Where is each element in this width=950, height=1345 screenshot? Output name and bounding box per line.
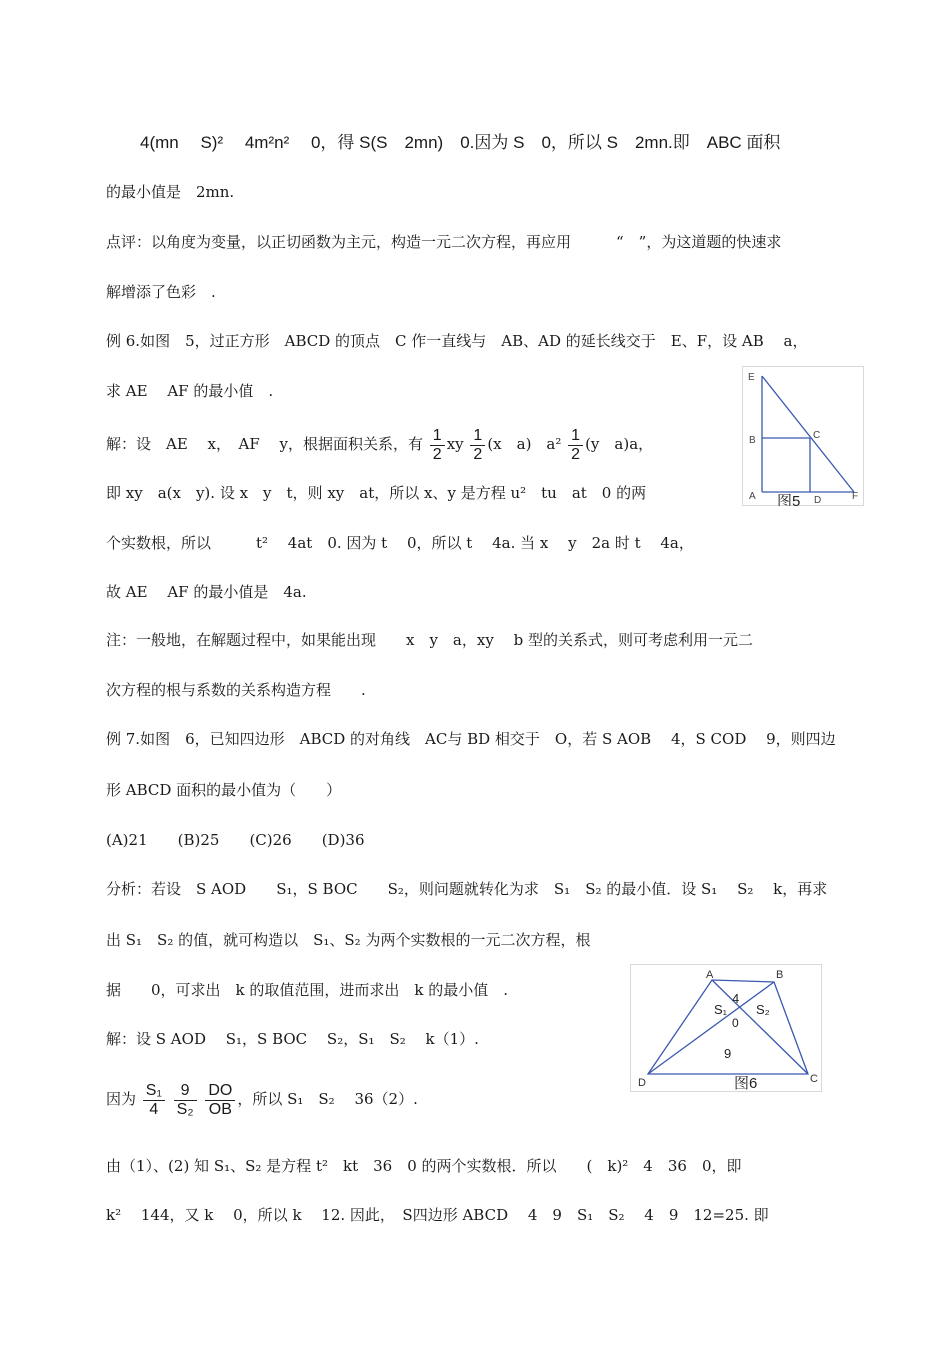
- text-line-11: 注：一般地，在解题过程中，如果能出现 x y a，xy b 型的关系式，则可考虑利用一元二: [106, 631, 753, 649]
- text-line-15: (A)21 (B)25 (C)26 (D)36: [106, 831, 365, 849]
- label-a: A: [749, 491, 756, 502]
- line-ef: [762, 376, 854, 492]
- label-b: B: [776, 969, 784, 981]
- label-s2: S₂: [756, 1002, 770, 1017]
- text-line-19: 解：设 S AOD S₁，S BOC S₂，S₁ S₂ k（1）.: [106, 1030, 479, 1048]
- line-7-intro: 解：设 AE x， AF y，根据面积关系，有: [106, 435, 423, 453]
- label-c: C: [813, 430, 821, 441]
- label-a: A: [706, 969, 714, 981]
- fraction-9-over-s2: $\frac{9}{\text{S₂}}$: [174, 1082, 197, 1119]
- figure-5-diagram: [742, 366, 864, 506]
- text-line-13: 例 7.如图 6，已知四边形 ABCD 的对角线 AC与 BD 相交于 O，若 S AOB 4，S COD 9，则四边: [106, 730, 836, 748]
- text-line-7: [106, 424, 653, 464]
- figure-5-caption: 图5: [777, 493, 801, 506]
- label-area-9: 9: [724, 1046, 732, 1061]
- text-line-18: 据 0，可求出 k 的取值范围，进而求出 k 的最小值 .: [106, 981, 509, 999]
- text-line-9: 个实数根，所以 t² 4at 0. 因为 t 0，所以 t 4a. 当 x y 2a 时 t 4a，: [106, 534, 694, 552]
- text-line-2: 的最小值是 2mn.: [106, 183, 235, 201]
- label-e: E: [748, 372, 755, 383]
- label-b: B: [749, 435, 756, 446]
- label-area-4: 4: [732, 991, 740, 1006]
- text-line-1: 4(mn S)² 4m²n² 0，得 S(S 2mn) 0.因为 S 0，所以 S 2mn.即 ABC 面积: [140, 133, 781, 152]
- label-d: D: [638, 1077, 646, 1089]
- fraction-one-half-1: $\frac{1}{2}$: [430, 427, 445, 464]
- text-line-8: 即 xy a(x y). 设 x y t，则 xy at，所以 x、y 是方程 u² tu at 0 的两: [106, 484, 647, 502]
- label-o: 0: [732, 1016, 739, 1030]
- line-7-xy: xy: [446, 435, 464, 453]
- text-line-17: 出 S₁ S₂ 的值，就可构造以 S₁、S₂ 为两个实数根的一元二次方程，根: [106, 931, 591, 949]
- text-line-21: 由（1）、(2) 知 S₁、S₂ 是方程 t² kt 36 0 的两个实数根．所以 ( k)² 4 36 0，即: [106, 1157, 742, 1175]
- label-c: C: [810, 1073, 818, 1085]
- fraction-s1-over-4: $\frac{\text{S₁}}{4}$: [143, 1082, 165, 1119]
- figure-6-caption: 图6: [734, 1075, 758, 1092]
- text-line-5: 例 6.如图 5，过正方形 ABCD 的顶点 C 作一直线与 AB、AD 的延长线交于 E、F，设 AB a，: [106, 332, 808, 350]
- text-line-22: k² 144，又 k 0，所以 k 12. 因此， S四边形 ABCD 4 9 S₁ S₂ 4 9 12=25. 即: [106, 1206, 769, 1224]
- text-line-10: 故 AE AF 的最小值是 4a.: [106, 583, 307, 601]
- label-f: F: [852, 491, 859, 502]
- fraction-do-over-ob: $\frac{DO}{OB}$: [205, 1082, 235, 1119]
- text-line-16: 分析：若设 S AOD S₁，S BOC S₂，则问题就转化为求 S₁ S₂ 的最小值．设 S₁ S₂ k，再求: [106, 880, 828, 898]
- line-7-end: (y a)a，: [585, 435, 654, 453]
- figure-6-frame: [631, 965, 822, 1092]
- text-line-20: [106, 1077, 418, 1121]
- figure-5: [742, 366, 864, 506]
- figure-6-diagram: [630, 964, 822, 1092]
- fraction-one-half-3: $\frac{1}{2}$: [568, 427, 583, 464]
- line-7-mid: (x a) a²: [487, 435, 562, 453]
- text-line-6: 求 AE AF 的最小值 .: [106, 382, 274, 400]
- text-line-4: 解增添了色彩 .: [106, 283, 216, 301]
- line-20-end: ，所以 S₁ S₂ 36（2）.: [237, 1090, 418, 1108]
- label-s1: S₁: [714, 1002, 728, 1017]
- figure-6: [630, 964, 822, 1092]
- text-line-12: 次方程的根与系数的关系构造方程 .: [106, 681, 366, 699]
- label-d: D: [814, 495, 822, 506]
- figure-5-frame: [743, 367, 864, 506]
- diagonal-bd: [648, 982, 774, 1074]
- text-line-3: 点评：以角度为变量，以正切函数为主元，构造一元二次方程，再应用 “ ”，为这道题的快速求: [106, 233, 782, 251]
- text-line-14: 形 ABCD 面积的最小值为（ ）: [106, 781, 342, 799]
- line-20-intro: 因为: [106, 1090, 137, 1108]
- fraction-one-half-2: $\frac{1}{2}$: [470, 427, 485, 464]
